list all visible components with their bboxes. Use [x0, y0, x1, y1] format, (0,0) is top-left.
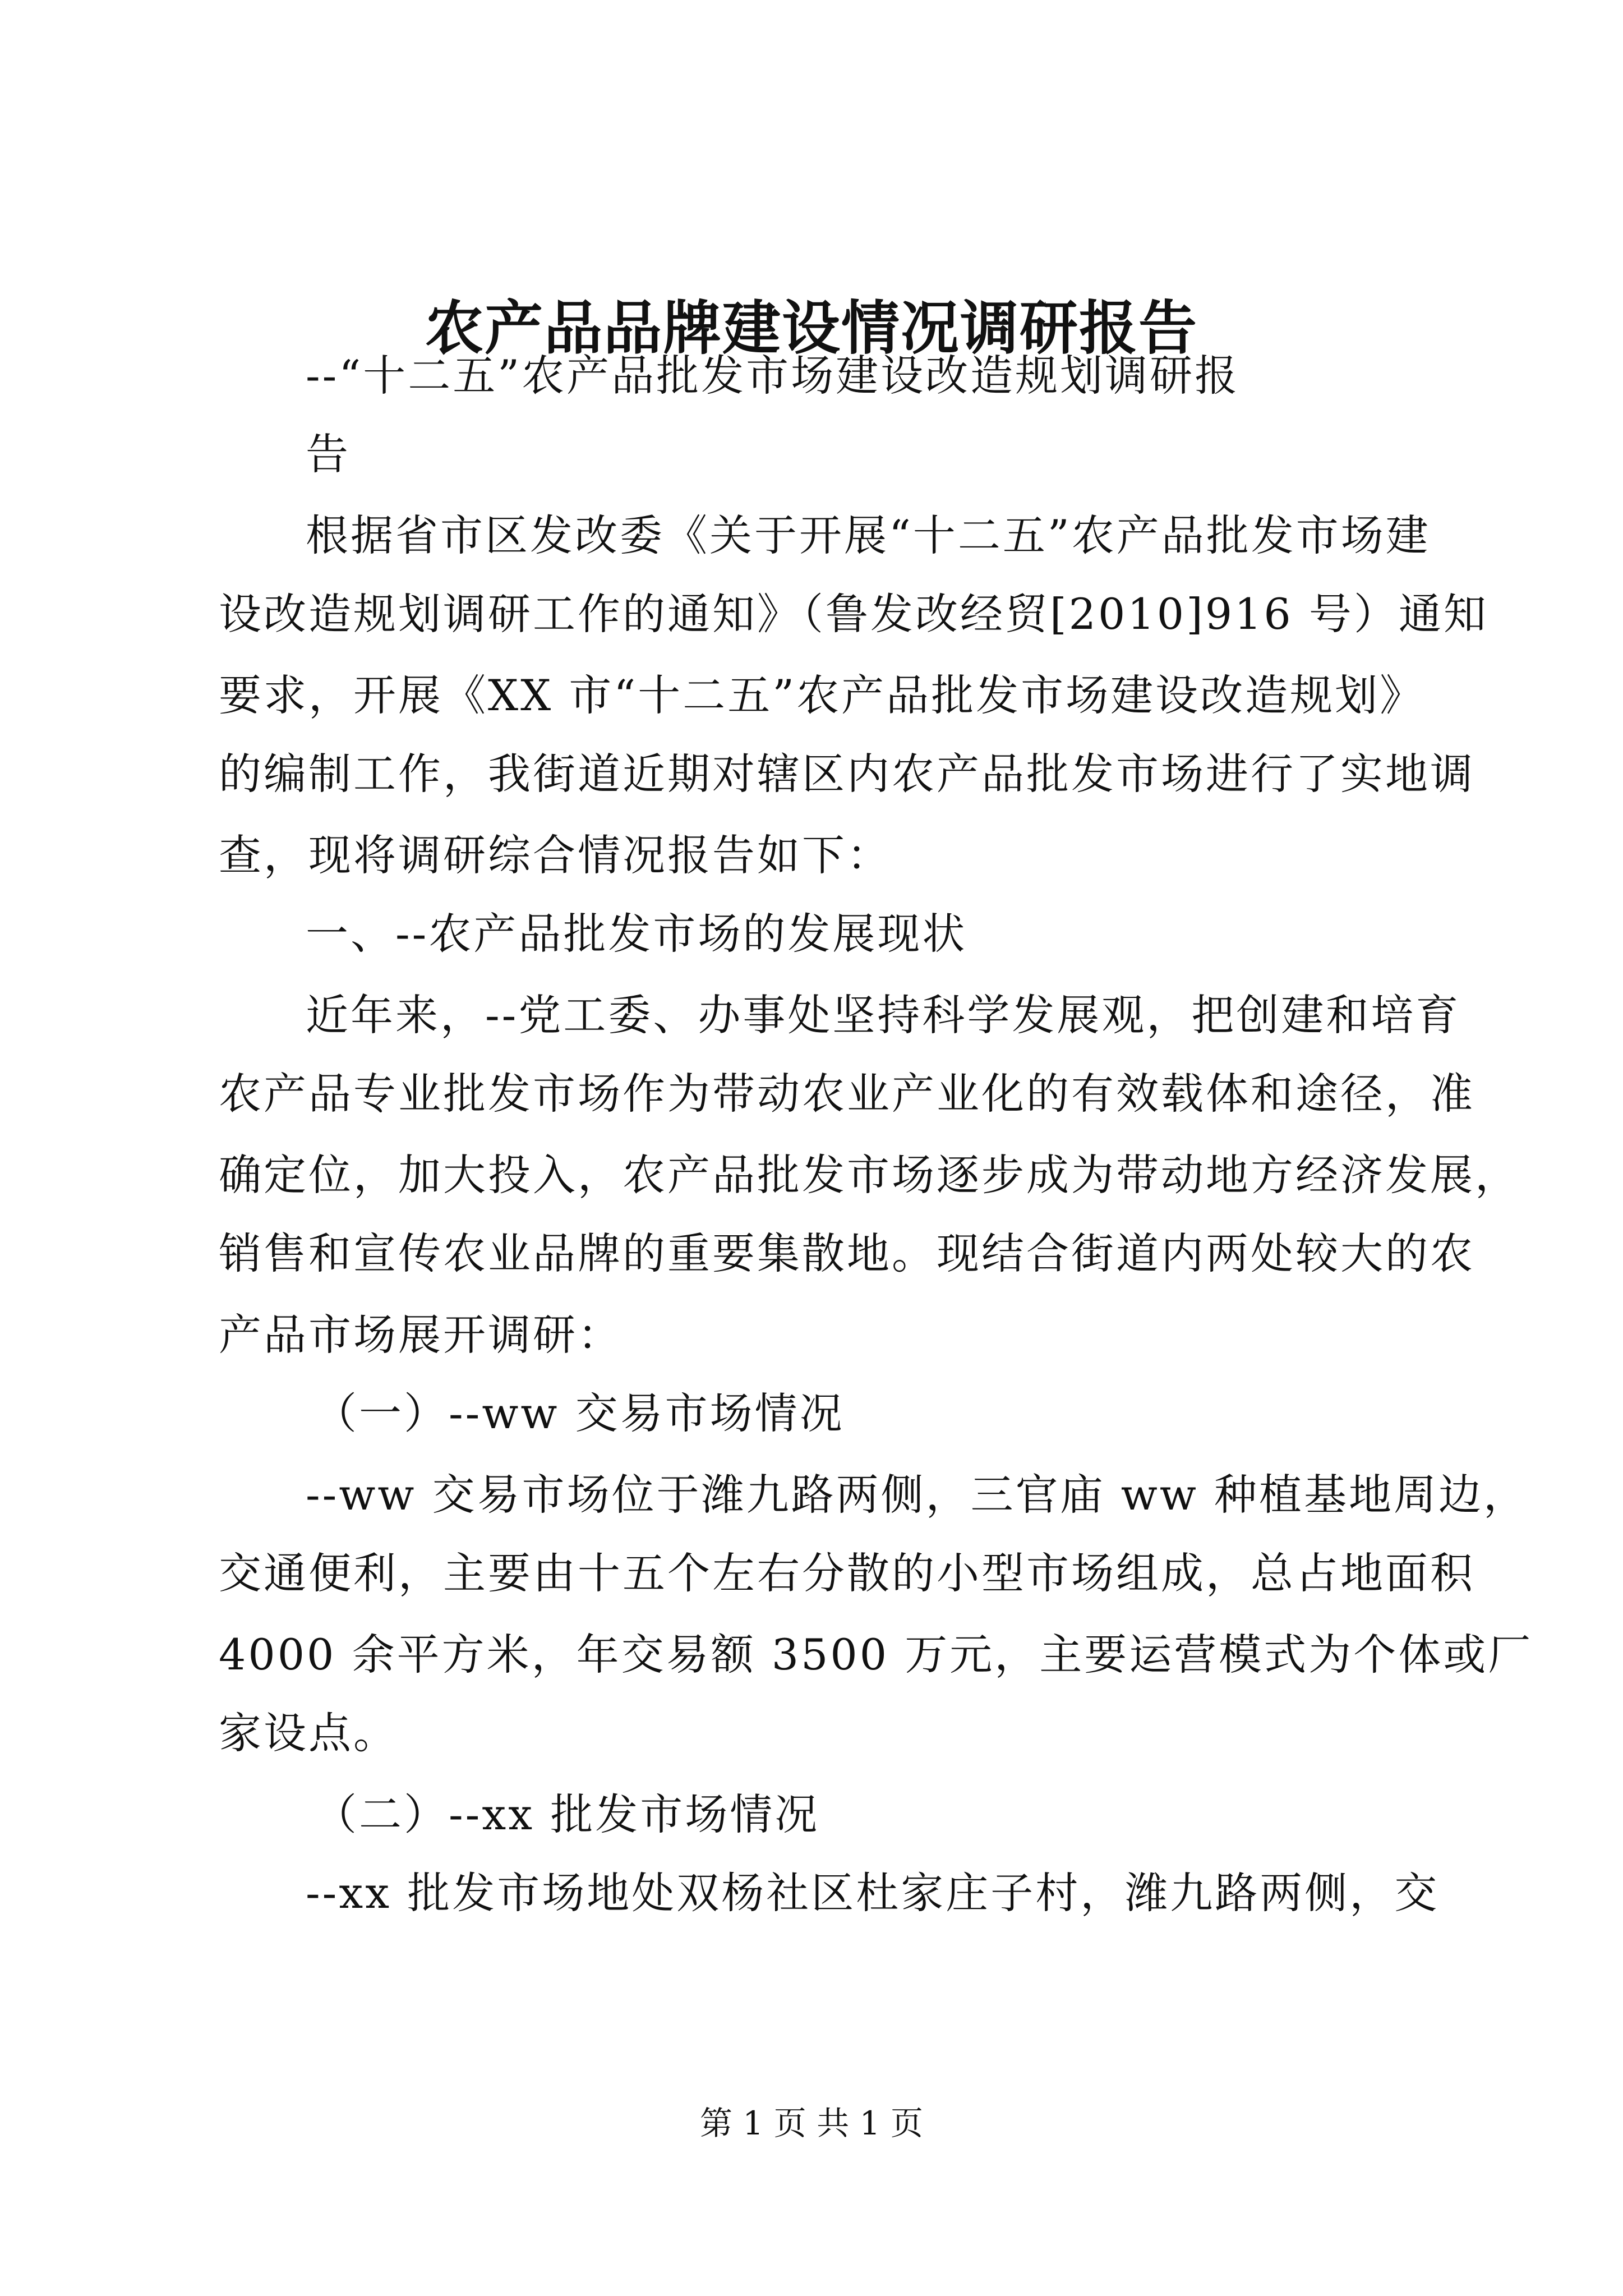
- paragraph-line: --ww 交易市场位于潍九路两侧，三官庙 ww 种植基地周边，: [306, 1470, 1529, 1520]
- paragraph-line: 确定位，加大投入，农产品批发市场逐步成为带动地方经济发展，: [219, 1150, 1520, 1200]
- paragraph-line: 根据省市区发改委《关于开展“十二五”农产品批发市场建: [306, 510, 1431, 560]
- paragraph-line: 家设点。: [219, 1708, 398, 1758]
- paragraph-line: 农产品专业批发市场作为带动农业产业化的有效载体和途径，准: [219, 1069, 1475, 1119]
- paragraph-line: --xx 批发市场地处双杨社区杜家庄子村，潍九路两侧，交: [306, 1868, 1440, 1918]
- section-heading: 一、--农产品批发市场的发展现状: [306, 909, 967, 959]
- subsection-heading: （二）--xx 批发市场情况: [314, 1789, 820, 1839]
- subtitle-line-2: 告: [306, 429, 351, 479]
- paragraph-line: 的编制工作，我街道近期对辖区内农产品批发市场进行了实地调: [219, 749, 1475, 799]
- paragraph-line: 要求，开展《XX 市“十二五”农产品批发市场建设改造规划》: [219, 670, 1425, 720]
- subsection-heading: （一）--ww 交易市场情况: [314, 1388, 845, 1438]
- paragraph-line: 查，现将调研综合情况报告如下：: [219, 830, 892, 880]
- paragraph-line: 4000 余平方米，年交易额 3500 万元，主要运营模式为个体或厂: [219, 1630, 1533, 1680]
- paragraph-line: 设改造规划调研工作的通知》（鲁发改经贸[2010]916 号）通知: [219, 589, 1488, 639]
- paragraph-line: 销售和宣传农业品牌的重要集散地。现结合街道内两处较大的农: [219, 1228, 1475, 1278]
- document-title: 农产品品牌建设情况调研报告: [425, 293, 1198, 362]
- paragraph-line: 近年来，--党工委、办事处坚持科学发展观，把创建和培育: [306, 990, 1461, 1040]
- page-footer: 第 1 页 共 1 页: [700, 2104, 923, 2142]
- paragraph-line: 交通便利，主要由十五个左右分散的小型市场组成，总占地面积: [219, 1548, 1475, 1598]
- subtitle-line-1: --“十二五”农产品批发市场建设改造规划调研报: [306, 351, 1240, 401]
- paragraph-line: 产品市场展开调研：: [219, 1310, 623, 1360]
